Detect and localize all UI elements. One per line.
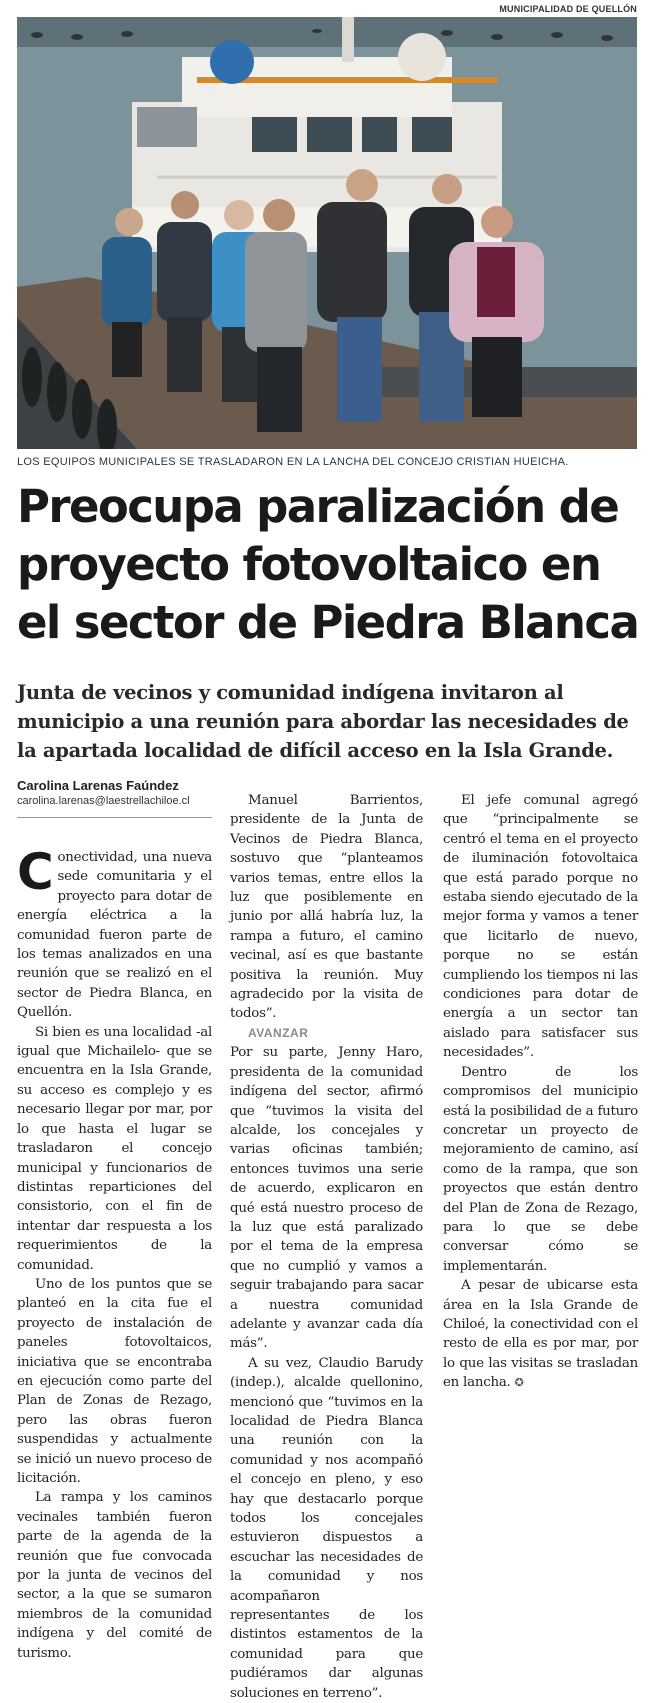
article-column-2 (230, 791, 423, 1703)
author-name: Carolina Larenas Faúndez (17, 778, 179, 793)
paragraph-text: A pesar de ubicarse esta área en la Isla Grande de Chiloé, la conectividad con el resto de ella es por mar, por lo que las visitas se trasladan en lancha. (443, 1278, 638, 1391)
byline-divider (17, 817, 212, 818)
paragraph: Manuel Barrientos, presidente de la Junta de Vecinos de Piedra Blanca, sostuvo que “planteamos varios temas, entre ellos la luz que posiblemente en junio por allá habría luz, la rampa a futuro, el camino vecinal, así es que bastante positiva la reunión. Muy agradecido por la visita de todos”. (230, 793, 423, 1022)
paragraph: Dentro de los compromisos del municipio está la posibilidad de a futuro concretar un proyecto de mejoramiento de camino, así como de la rampa, que son proyectos que están dentro del Plan de Zona de Rezago, para lo que se debe conversar cómo se implementarán. (443, 1064, 638, 1274)
section-subhead: AVANZAR (248, 1025, 309, 1040)
article-photo (17, 17, 637, 449)
photo-caption: LOS EQUIPOS MUNICIPALES SE TRASLADARON EN LA LANCHA DEL CONCEJO CRISTIAN HUEICHA. (17, 456, 569, 468)
paragraph: Por su parte, Jenny Haro, presidenta de la comunidad indígena del sector, afirmó que “tuvimos la visita del alcalde, los concejales y varias oficinas también; entonces tuvimos una serie de acuerdo, explicaron en qué está nuestro proceso de la luz que está paralizado por el tema de la empresa que no cumplió y vamos a seguir trabajando para sacar a nuestra comunidad adelante y avanzar cada día más”. (230, 1045, 423, 1352)
drop-cap: C (17, 843, 54, 901)
end-mark-icon: ✪ (514, 1376, 524, 1390)
paragraph: El jefe comunal agregó que “principalmente se centró el tema en el proyecto de iluminación fotovoltaica que está parado porque no estaba siendo ejecutado de la mejor forma y vamos a tener que licitarlo de nuevo, porque no se están cumpliendo los tiempos ni las condiciones para dotar de energía a un sector tan aislado para satisfacer sus necesidades”. (443, 793, 638, 1061)
paragraph: A su vez, Claudio Barudy (indep.), alcalde quellonino, mencionó que “tuvimos en la localidad de Piedra Blanca una reunión con la comunidad y nos acompañó el concejo en pleno, y eso hay que destacarlo porque todos los concejales estuvieron dispuestos a escuchar las necesidades de la comunidad y nos acompañaron representantes de los distintos estamentos de la comunidad para que pudiéramos dar algunas soluciones en terreno”. (230, 1355, 423, 1701)
paragraph (443, 1276, 638, 1392)
paragraph: Uno de los puntos que se planteó en la cita fue el proyecto de instalación de paneles fotovoltaicos, iniciativa que se encontraba en ejecución como parte del Plan de Zonas de Rezago, pero las obras fueron suspendidas y actualmente se inició un nuevo proceso de licitación. (17, 1276, 212, 1486)
photo-credit: MUNICIPALIDAD DE QUELLÓN (499, 4, 637, 14)
article-column-3 (443, 791, 638, 1393)
paragraph-text: onectividad, una nueva sede comunitaria y el proyecto para dotar de energía eléctrica a la comunidad fueron parte de los temas analizados en una reunión que se realizó en el sector de Piedra Blanca, en Quellón. (17, 850, 212, 1021)
lede: Junta de vecinos y comunidad indígena invitaron al municipio a una reunión para abordar las necesidades de la apartada localidad de difícil acceso en la Isla Grande. (17, 681, 629, 762)
byline (17, 778, 212, 818)
author-email[interactable]: carolina.larenas@laestrellachiloe.cl (17, 795, 190, 807)
paragraph: Si bien es una localidad -al igual que Michailelo- que se encuentra en la Isla Grande, su acceso es complejo y es necesario llegar por mar, por lo que hasta el lugar se trasladaron el concejo municipal y funcionarios de distintas reparticiones del consistorio, con el fin de intentar dar respuesta a los requerimientos de la comunidad. (17, 1024, 212, 1273)
paragraph (17, 843, 212, 1023)
article-column-1 (17, 843, 212, 1663)
paragraph: La rampa y los caminos vecinales también fueron parte de la agenda de la reunión que fue convocada por la junta de vecinos del sector, a la que se sumaron miembros de la comunidad indígena y del comité de turismo. (17, 1490, 212, 1661)
boat-dock-illustration (17, 17, 637, 449)
headline: Preocupa paralización de proyecto fotovoltaico en el sector de Piedra Blanca (17, 480, 639, 649)
